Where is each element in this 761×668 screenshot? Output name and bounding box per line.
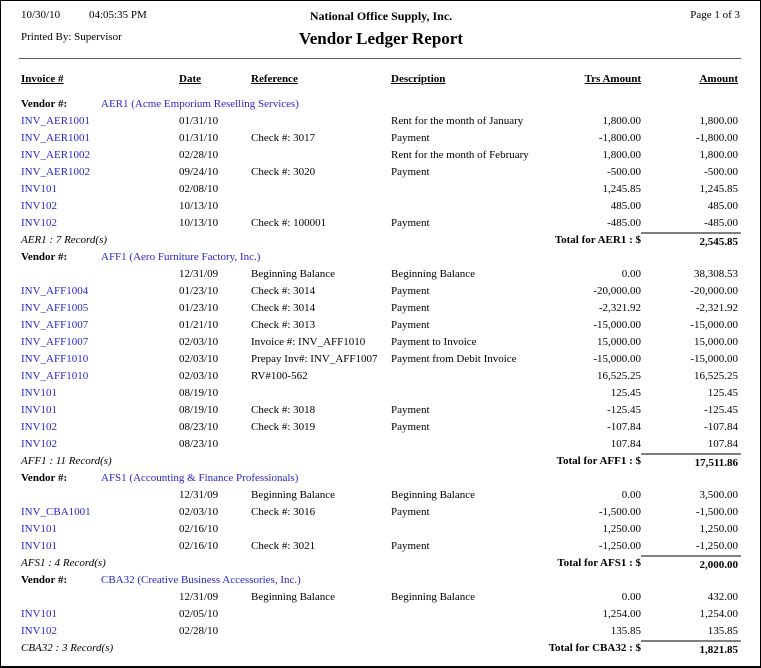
table-row [21, 623, 741, 640]
total-label: Total for AER1 : $ [554, 234, 641, 246]
date-cell: 01/21/10 [179, 319, 219, 331]
trs-amount-cell: -20,000.00 [593, 285, 641, 297]
trs-amount-cell: 485.00 [610, 200, 641, 212]
description-cell: Beginning Balance [391, 489, 476, 501]
invoice-link[interactable]: INV_AFF1007 [21, 336, 89, 348]
table-row [21, 198, 741, 215]
printed-by: Printed By: Supervisor [21, 31, 122, 43]
amount-cell: -125.45 [704, 404, 738, 416]
total-label: Total for CBA32 : $ [548, 642, 641, 654]
invoice-link[interactable]: INV_AFF1010 [21, 353, 89, 365]
table-row [21, 419, 741, 436]
description-cell: Rent for the month of January [391, 115, 524, 127]
trs-amount-cell: 107.84 [610, 438, 641, 450]
invoice-link[interactable]: INV101 [21, 608, 58, 620]
trs-amount-cell: 0.00 [621, 268, 641, 280]
trs-amount-cell: -1,800.00 [598, 132, 641, 144]
vendor-link[interactable]: AFS1 (Accounting & Finance Professionals) [101, 472, 299, 484]
company-name: National Office Supply, Inc. [309, 9, 453, 23]
vendor-link[interactable]: CBA32 (Creative Business Accessories, Inc.) [101, 574, 301, 586]
reference-cell: Beginning Balance [251, 489, 336, 501]
description-cell [391, 368, 546, 385]
invoice-link[interactable]: INV101 [21, 387, 58, 399]
amount-cell: -1,250.00 [695, 540, 738, 552]
date-cell: 02/28/10 [179, 625, 219, 637]
date-cell: 08/23/10 [179, 421, 219, 433]
column-header-amount: Amount [699, 73, 738, 85]
amount-cell: 135.85 [707, 625, 738, 637]
table-row [21, 130, 741, 147]
table-row [21, 283, 741, 300]
vendor-section [21, 249, 741, 470]
section-rows [21, 266, 741, 453]
invoice-link[interactable]: INV102 [21, 200, 58, 212]
trs-amount-cell: 0.00 [621, 489, 641, 501]
vendor-section [21, 470, 741, 572]
invoice-link[interactable]: INV_AER1002 [21, 149, 91, 161]
description-cell: Payment [391, 421, 430, 433]
vendor-link[interactable]: AFF1 (Aero Furniture Factory, Inc.) [101, 251, 261, 263]
table-row [21, 402, 741, 419]
date-cell: 02/03/10 [179, 336, 219, 348]
reference-cell [251, 606, 391, 623]
table-row [21, 606, 741, 623]
amount-cell: -1,500.00 [695, 506, 738, 518]
table-row [21, 317, 741, 334]
vendor-number-label: Vendor #: [21, 251, 68, 263]
description-cell [391, 606, 546, 623]
vendor-section [21, 572, 741, 657]
reference-cell: Check #: 3013 [251, 319, 316, 331]
total-amount: 1,821.85 [641, 640, 741, 659]
description-cell: Payment [391, 540, 430, 552]
date-cell: 08/19/10 [179, 404, 219, 416]
date-cell: 02/16/10 [179, 540, 219, 552]
report-header [21, 9, 741, 59]
invoice-link[interactable]: INV_AFF1010 [21, 370, 89, 382]
description-cell [391, 623, 546, 640]
amount-cell: 38,308.53 [694, 268, 738, 280]
trs-amount-cell: 135.85 [610, 625, 641, 637]
reference-cell: Check #: 3021 [251, 540, 316, 552]
table-row [21, 487, 741, 504]
section-total-row [21, 453, 741, 470]
reference-cell [251, 113, 391, 130]
column-header-row [21, 71, 741, 88]
amount-cell: 125.45 [707, 387, 738, 399]
amount-cell: 107.84 [707, 438, 738, 450]
date-cell: 02/16/10 [179, 523, 219, 535]
trs-amount-cell: 0.00 [621, 591, 641, 603]
table-row [21, 164, 741, 181]
table-row [21, 351, 741, 368]
description-cell: Payment [391, 217, 430, 229]
invoice-link[interactable]: INV102 [21, 625, 58, 637]
description-cell: Payment [391, 302, 430, 314]
reference-cell: Check #: 3018 [251, 404, 316, 416]
date-cell: 02/03/10 [179, 506, 219, 518]
amount-cell: -2,321.92 [695, 302, 738, 314]
reference-cell: Beginning Balance [251, 268, 336, 280]
table-row [21, 266, 741, 283]
table-row [21, 215, 741, 232]
description-cell: Payment [391, 132, 430, 144]
trs-amount-cell: -1,250.00 [598, 540, 641, 552]
page-number: Page 1 of 3 [690, 9, 740, 21]
table-row [21, 300, 741, 317]
amount-cell: 1,254.00 [699, 608, 738, 620]
description-cell: Payment from Debit Invoice [391, 353, 517, 365]
invoice-link[interactable]: INV101 [21, 404, 58, 416]
date-cell: 12/31/09 [179, 489, 219, 501]
trs-amount-cell: 1,800.00 [602, 149, 641, 161]
table-row [21, 504, 741, 521]
invoice-link[interactable]: INV_AFF1005 [21, 302, 89, 314]
amount-cell: 15,000.00 [694, 336, 738, 348]
vendor-number-label: Vendor #: [21, 574, 68, 586]
invoice-link[interactable]: INV_AFF1004 [21, 285, 89, 297]
date-cell: 01/23/10 [179, 285, 219, 297]
invoice-link[interactable]: INV102 [21, 421, 58, 433]
trs-amount-cell: -1,500.00 [598, 506, 641, 518]
reference-cell [251, 623, 391, 640]
description-cell: Payment [391, 319, 430, 331]
reference-cell: RV#100-562 [251, 370, 308, 382]
description-cell [391, 385, 546, 402]
sections [21, 96, 741, 657]
section-rows [21, 113, 741, 232]
reference-cell: Check #: 3016 [251, 506, 316, 518]
table-row [21, 385, 741, 402]
section-total-row [21, 555, 741, 572]
invoice-link[interactable]: INV102 [21, 217, 58, 229]
table-row [21, 368, 741, 385]
total-amount: 17,511.86 [641, 453, 741, 472]
vendor-header-row [21, 96, 741, 113]
trs-amount-cell: 1,800.00 [602, 115, 641, 127]
column-header-invoice: Invoice # [21, 73, 64, 85]
reference-cell: Beginning Balance [251, 591, 336, 603]
reference-cell: Prepay Inv#: INV_AFF1007 [251, 353, 378, 365]
description-cell: Beginning Balance [391, 591, 476, 603]
date-cell: 01/31/10 [179, 132, 219, 144]
trs-amount-cell: -107.84 [607, 421, 641, 433]
vendor-header-row [21, 470, 741, 487]
total-label: Total for AFF1 : $ [556, 455, 641, 467]
trs-amount-cell: -500.00 [607, 166, 641, 178]
amount-cell: 432.00 [707, 591, 738, 603]
table-row [21, 181, 741, 198]
total-amount: 2,000.00 [641, 555, 741, 574]
column-header-reference: Reference [251, 73, 298, 85]
record-count: AFF1 : 11 Record(s) [21, 455, 112, 467]
date-cell: 08/19/10 [179, 387, 219, 399]
amount-cell: 1,250.00 [699, 523, 738, 535]
reference-cell [251, 198, 391, 215]
description-cell [391, 198, 546, 215]
reference-cell [251, 436, 391, 453]
trs-amount-cell: 1,254.00 [602, 608, 641, 620]
reference-cell [251, 521, 391, 538]
description-cell: Payment [391, 166, 430, 178]
description-cell [391, 436, 546, 453]
section-rows [21, 487, 741, 555]
description-cell [391, 521, 546, 538]
invoice-link[interactable]: INV101 [21, 183, 58, 195]
trs-amount-cell: -15,000.00 [593, 319, 641, 331]
invoice-link[interactable]: INV_AER1002 [21, 166, 91, 178]
record-count: AFS1 : 4 Record(s) [21, 557, 106, 569]
amount-cell: -15,000.00 [690, 319, 738, 331]
trs-amount-cell: 125.45 [610, 387, 641, 399]
trs-amount-cell: -2,321.92 [598, 302, 641, 314]
amount-cell: 485.00 [707, 200, 738, 212]
invoice-link[interactable]: INV102 [21, 438, 58, 450]
table-row [21, 147, 741, 164]
report-date: 10/30/10 [21, 9, 61, 21]
section-rows [21, 589, 741, 640]
invoice-link[interactable]: INV101 [21, 540, 58, 552]
vendor-number-label: Vendor #: [21, 98, 68, 110]
section-total-row [21, 640, 741, 657]
date-cell: 01/23/10 [179, 302, 219, 314]
description-cell: Payment [391, 506, 430, 518]
column-header-description: Description [391, 73, 446, 85]
table-row [21, 538, 741, 555]
report-time: 04:05:35 PM [89, 9, 147, 21]
total-amount: 2,545.85 [641, 232, 741, 251]
vendor-header-row [21, 572, 741, 589]
total-label: Total for AFS1 : $ [557, 557, 641, 569]
trs-amount-cell: -125.45 [607, 404, 641, 416]
date-cell: 12/31/09 [179, 268, 219, 280]
invoice-link[interactable]: INV_AER1001 [21, 132, 91, 144]
date-cell: 12/31/09 [179, 591, 219, 603]
amount-cell: -1,800.00 [695, 132, 738, 144]
reference-cell [251, 385, 391, 402]
table-row [21, 589, 741, 606]
vendor-number-label: Vendor #: [21, 472, 68, 484]
amount-cell: -107.84 [704, 421, 738, 433]
date-cell: 02/28/10 [179, 149, 219, 161]
date-cell: 08/23/10 [179, 438, 219, 450]
table-row [21, 334, 741, 351]
section-total-row [21, 232, 741, 249]
amount-cell: 1,800.00 [699, 115, 738, 127]
record-count: AER1 : 7 Record(s) [21, 234, 108, 246]
reference-cell: Invoice #: INV_AFF1010 [251, 336, 366, 348]
vendor-link[interactable]: AER1 (Acme Emporium Reselling Services) [101, 98, 299, 110]
reference-cell: Check #: 3019 [251, 421, 316, 433]
reference-cell [251, 181, 391, 198]
invoice-link[interactable]: INV_AFF1007 [21, 319, 89, 331]
vendor-section [21, 96, 741, 249]
header-divider [19, 58, 741, 59]
reference-cell: Check #: 3014 [251, 285, 316, 297]
description-cell [391, 181, 546, 198]
reference-cell: Check #: 100001 [251, 217, 327, 229]
invoice-link [21, 589, 179, 606]
date-cell: 01/31/10 [179, 115, 219, 127]
invoice-link [21, 266, 179, 283]
description-cell: Payment to Invoice [391, 336, 477, 348]
amount-cell: 1,245.85 [699, 183, 738, 195]
trs-amount-cell: 1,245.85 [602, 183, 641, 195]
vendor-header-row [21, 249, 741, 266]
invoice-link[interactable]: INV_AER1001 [21, 115, 91, 127]
amount-cell: 16,525.25 [694, 370, 738, 382]
amount-cell: -500.00 [704, 166, 738, 178]
date-cell: 02/08/10 [179, 183, 219, 195]
invoice-link [21, 487, 179, 504]
date-cell: 10/13/10 [179, 217, 219, 229]
table-row [21, 521, 741, 538]
description-cell: Payment [391, 404, 430, 416]
reference-cell: Check #: 3020 [251, 166, 316, 178]
amount-cell: 1,800.00 [699, 149, 738, 161]
table-row [21, 113, 741, 130]
column-header-date: Date [179, 73, 201, 85]
reference-cell: Check #: 3014 [251, 302, 316, 314]
date-cell: 10/13/10 [179, 200, 219, 212]
table-row [21, 436, 741, 453]
invoice-link[interactable]: INV101 [21, 523, 58, 535]
reference-cell: Check #: 3017 [251, 132, 316, 144]
date-cell: 02/03/10 [179, 370, 219, 382]
description-cell: Beginning Balance [391, 268, 476, 280]
trs-amount-cell: 1,250.00 [602, 523, 641, 535]
record-count: CBA32 : 3 Record(s) [21, 642, 114, 654]
trs-amount-cell: -15,000.00 [593, 353, 641, 365]
amount-cell: 3,500.00 [699, 489, 738, 501]
report-title: Vendor Ledger Report [298, 29, 463, 48]
amount-cell: -15,000.00 [690, 353, 738, 365]
amount-cell: -20,000.00 [690, 285, 738, 297]
description-cell: Payment [391, 285, 430, 297]
trs-amount-cell: 16,525.25 [597, 370, 641, 382]
amount-cell: -485.00 [704, 217, 738, 229]
column-header-trs-amount: Trs Amount [584, 73, 641, 85]
date-cell: 02/05/10 [179, 608, 219, 620]
trs-amount-cell: 15,000.00 [597, 336, 641, 348]
invoice-link[interactable]: INV_CBA1001 [21, 506, 91, 518]
description-cell: Rent for the month of February [391, 149, 529, 161]
date-cell: 09/24/10 [179, 166, 219, 178]
reference-cell [251, 147, 391, 164]
trs-amount-cell: -485.00 [607, 217, 641, 229]
date-cell: 02/03/10 [179, 353, 219, 365]
